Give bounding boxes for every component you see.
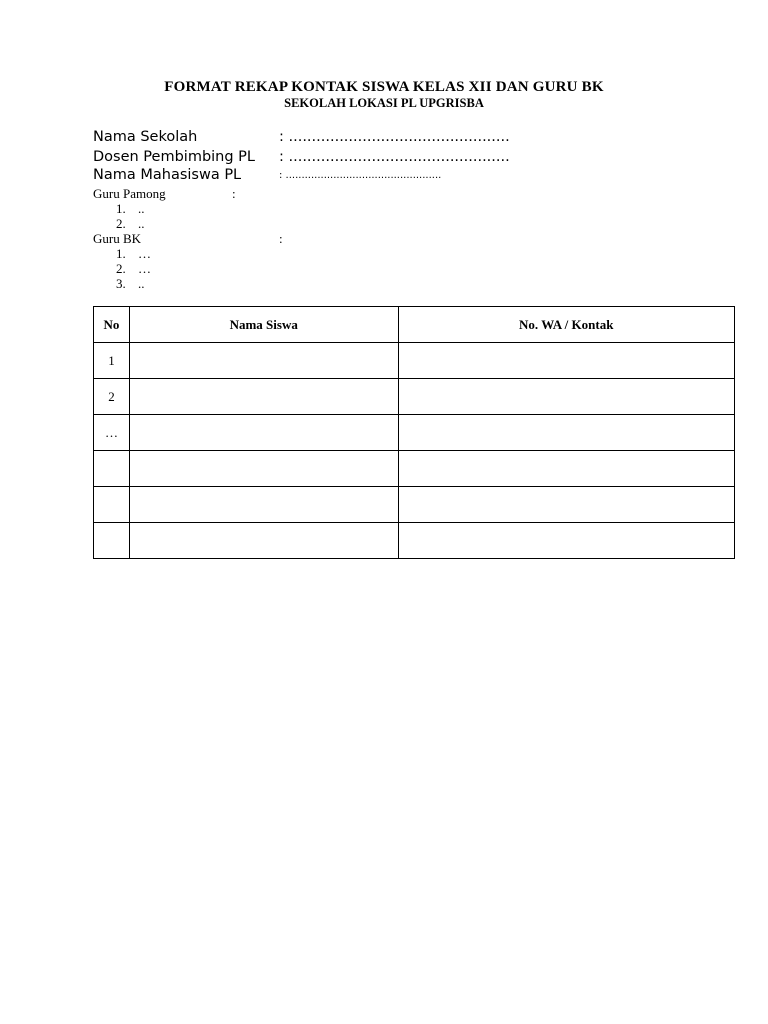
list-number: 1. <box>116 201 126 216</box>
list-text: .. <box>138 201 145 216</box>
cell-nama-siswa <box>129 415 398 451</box>
list-number: 2. <box>116 216 126 231</box>
table-header-row <box>94 307 735 343</box>
cell-nama-siswa <box>129 451 398 487</box>
field-value: : ................................................ <box>279 149 510 165</box>
cell-kontak <box>398 451 734 487</box>
table-row <box>94 487 735 523</box>
cell-nama-siswa <box>129 343 398 379</box>
guru-pamong-label: Guru Pamong <box>93 186 166 201</box>
table-row <box>94 343 735 379</box>
list-text: … <box>138 261 151 276</box>
column-header-no: No <box>94 307 130 343</box>
table-row <box>94 523 735 559</box>
contact-table <box>93 306 735 559</box>
list-number: 3. <box>116 276 126 291</box>
field-label: Dosen Pembimbing PL <box>93 149 255 165</box>
cell-kontak <box>398 415 734 451</box>
table-row <box>94 379 735 415</box>
cell-nama-siswa <box>129 487 398 523</box>
field-label: Nama Mahasiswa PL <box>93 167 242 183</box>
field-value: : ................................................. <box>279 170 442 181</box>
cell-kontak <box>398 343 734 379</box>
guru-pamong-colon: : <box>232 186 236 201</box>
cell-nama-siswa <box>129 523 398 559</box>
cell-kontak <box>398 523 734 559</box>
list-text: .. <box>138 276 145 291</box>
column-header-nama-siswa: Nama Siswa <box>129 307 398 343</box>
cell-no: 2 <box>94 379 130 415</box>
guru-bk-colon: : <box>279 231 283 246</box>
cell-nama-siswa <box>129 379 398 415</box>
cell-kontak <box>398 379 734 415</box>
list-text: .. <box>138 216 145 231</box>
cell-kontak <box>398 487 734 523</box>
document-subtitle: SEKOLAH LOKASI PL UPGRISBA <box>284 96 484 110</box>
cell-no: … <box>94 415 130 451</box>
document-title: FORMAT REKAP KONTAK SISWA KELAS XII DAN GURU BK <box>164 79 604 95</box>
cell-no <box>94 487 130 523</box>
field-value: : ................................................ <box>279 129 510 145</box>
field-label: Nama Sekolah <box>93 129 198 145</box>
cell-no <box>94 451 130 487</box>
list-number: 1. <box>116 246 126 261</box>
table-row <box>94 415 735 451</box>
table-row <box>94 451 735 487</box>
cell-no <box>94 523 130 559</box>
list-number: 2. <box>116 261 126 276</box>
list-text: … <box>138 246 151 261</box>
guru-bk-label: Guru BK <box>93 231 142 246</box>
cell-no: 1 <box>94 343 130 379</box>
column-header-kontak: No. WA / Kontak <box>398 307 734 343</box>
